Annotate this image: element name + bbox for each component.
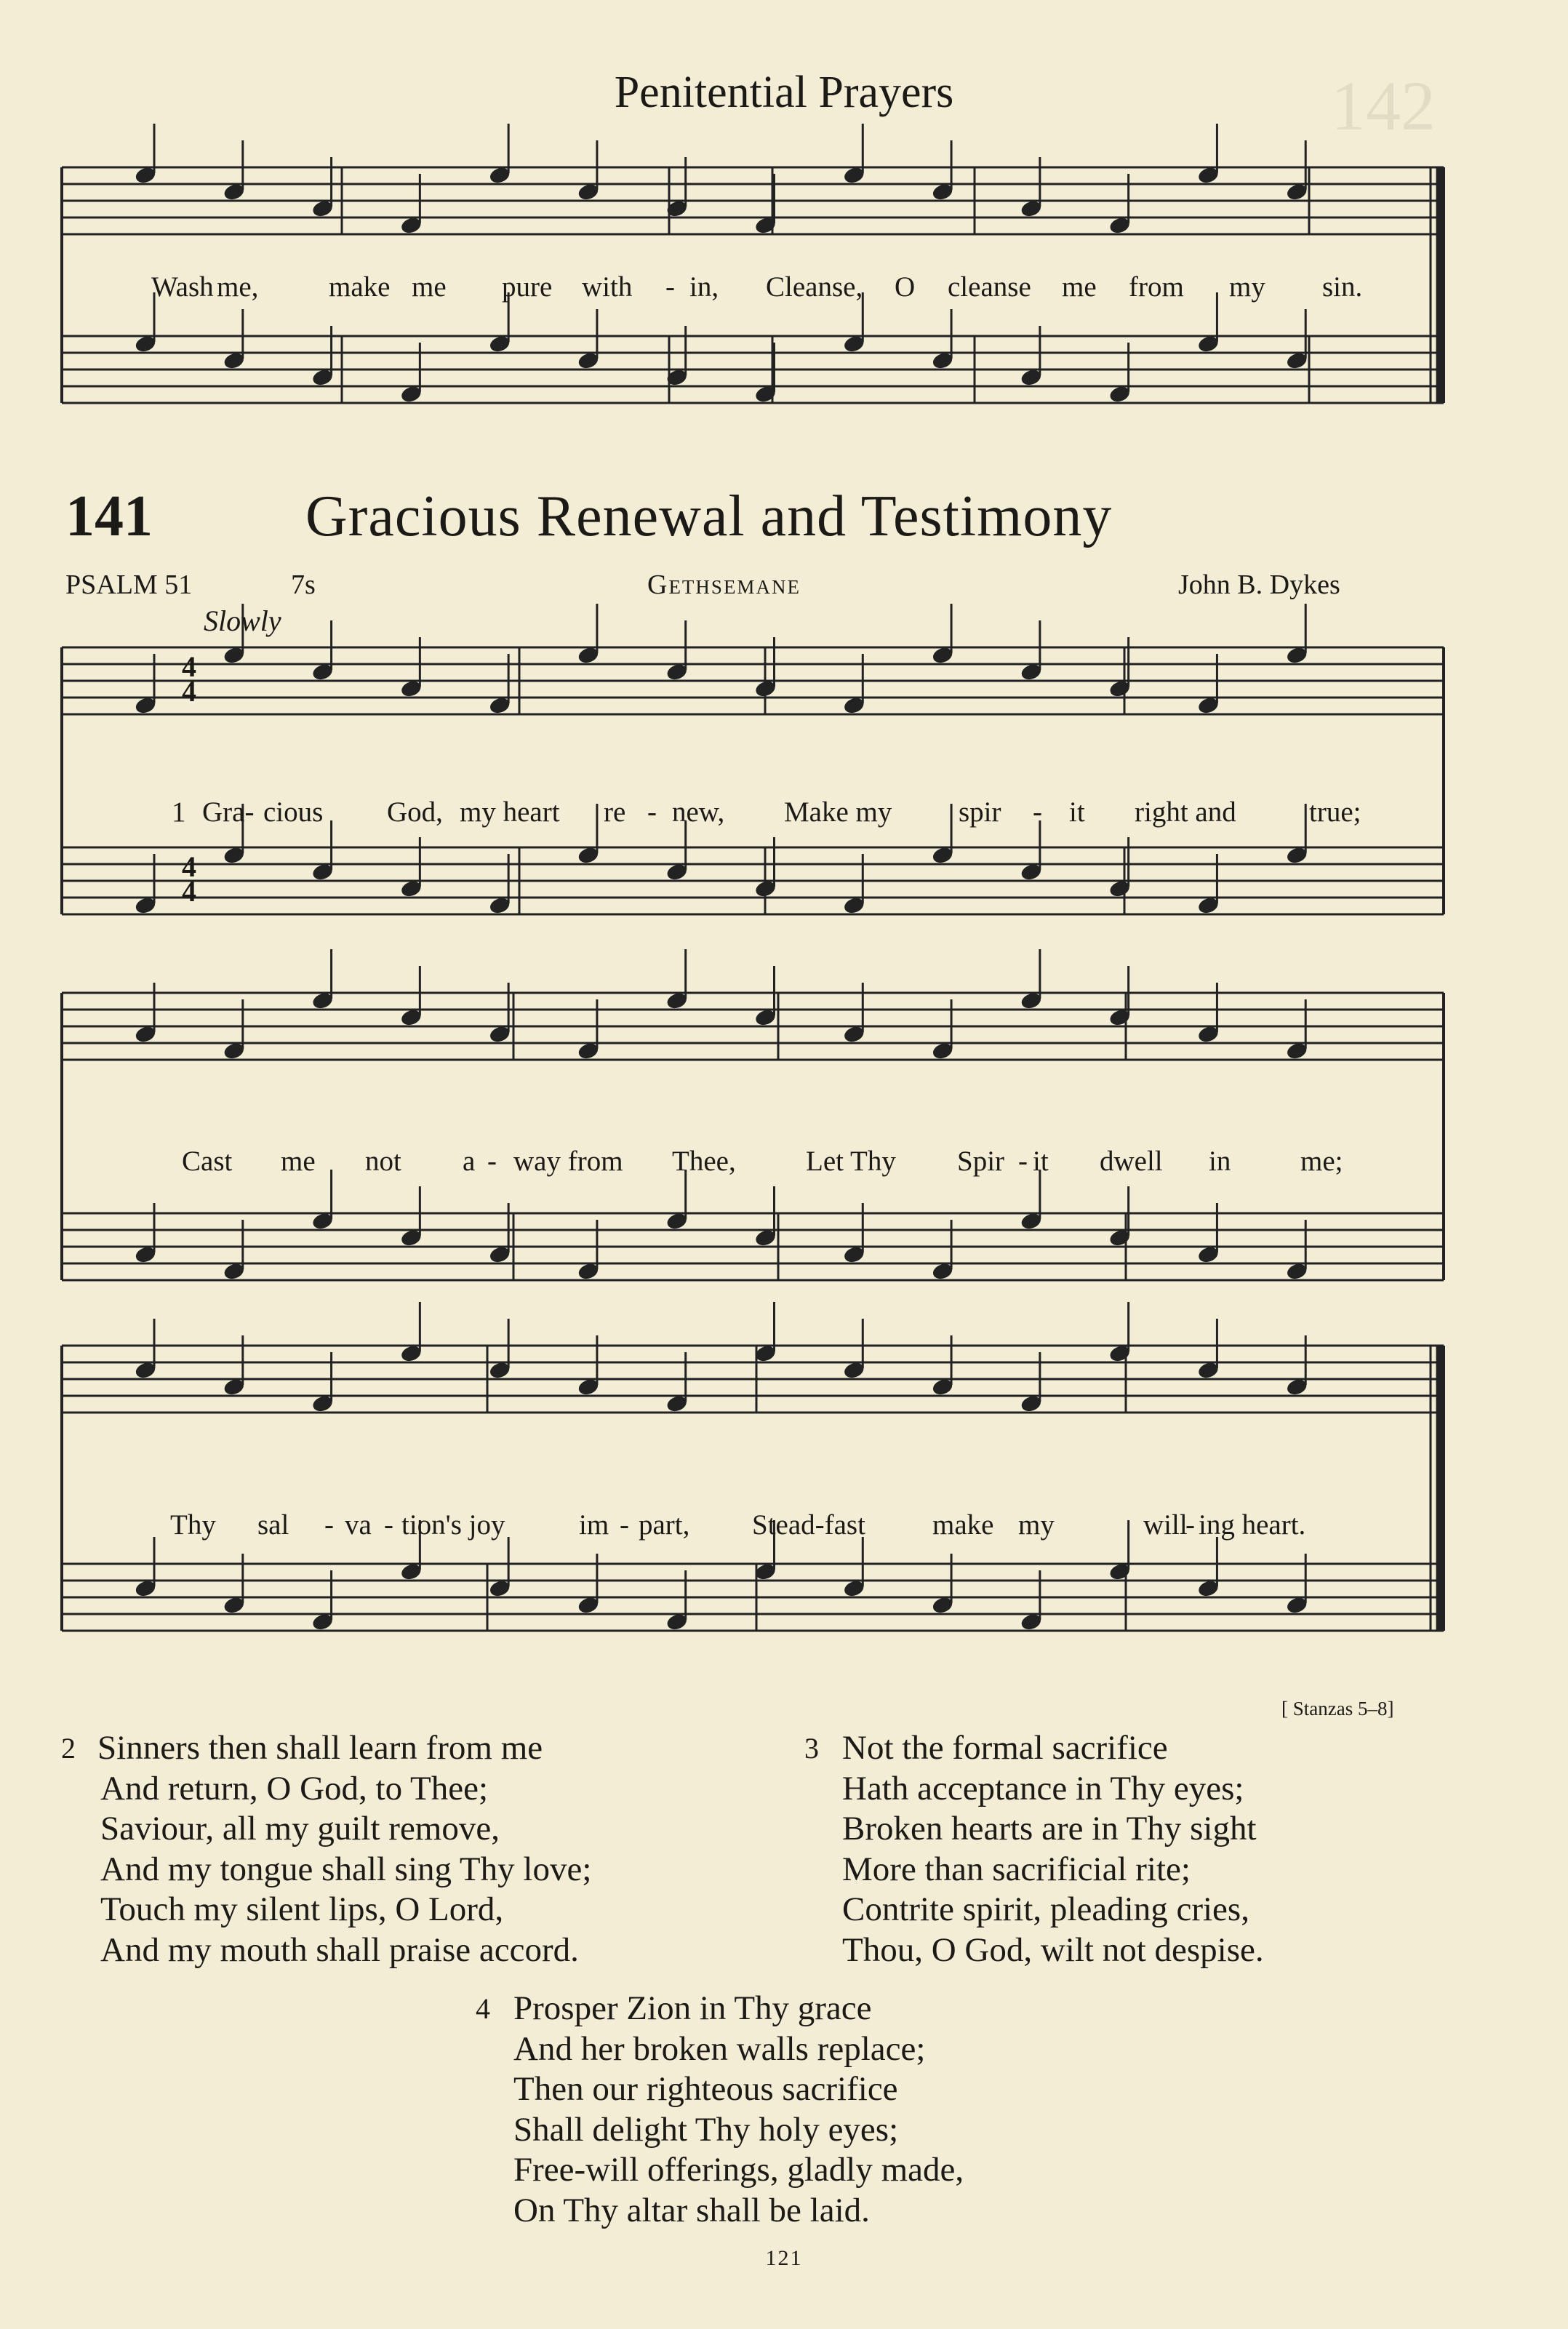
lyric-syllable: in, <box>689 271 719 303</box>
stanza-line: Touch my silent lips, O Lord, <box>100 1890 504 1928</box>
system-3-lyrics <box>0 1509 1568 1545</box>
stanza-line: On Thy altar shall be laid. <box>513 2191 870 2229</box>
stanza-number: 4 <box>476 1992 490 2025</box>
lyric-syllable: my <box>1018 1509 1055 1541</box>
hymn-meter: 7s <box>291 570 316 600</box>
stanza-line: Not the formal sacrifice <box>842 1729 1168 1767</box>
lyric-syllable: part, <box>639 1509 690 1541</box>
lyric-syllable: way from <box>513 1146 623 1177</box>
page-number: 121 <box>765 2246 803 2270</box>
stanza-line: Saviour, all my guilt remove, <box>100 1810 500 1847</box>
system-1-lyrics <box>0 796 1568 832</box>
lyric-syllable: me <box>1062 271 1097 303</box>
lyric-syllable: new, <box>672 796 725 828</box>
lyric-syllable: cious <box>263 796 324 828</box>
stanza-line: Hath acceptance in Thy eyes; <box>842 1769 1244 1807</box>
stanza-note: [ Stanzas 5–8] <box>1281 1698 1394 1719</box>
lyric-syllable: it <box>1069 796 1085 828</box>
lyric-syllable: me <box>412 271 447 303</box>
lyric-syllable: cleanse <box>948 271 1031 303</box>
system-2-lyrics <box>0 1145 1568 1181</box>
lyric-syllable: Let Thy <box>806 1146 896 1177</box>
treble-time-signature: 4 4 <box>182 650 196 708</box>
lyric-syllable: will <box>1143 1509 1188 1541</box>
lyric-syllable: sin. <box>1322 271 1363 303</box>
stanza-line: Prosper Zion in Thy grace <box>513 1989 872 2027</box>
lyric-syllable: make <box>329 271 391 303</box>
stanza-4 <box>476 1989 964 2231</box>
lyric-syllable: re <box>604 796 626 828</box>
lyric-syllable: Thy <box>170 1509 216 1541</box>
stanza-line: Thou, O God, wilt not despise. <box>842 1930 1264 1969</box>
lyric-syllable: me; <box>1300 1146 1343 1177</box>
lyric-syllable: Thee, <box>672 1146 736 1177</box>
stanza-line: Contrite spirit, pleading cries, <box>842 1890 1249 1928</box>
stanza-line: And my mouth shall praise accord. <box>100 1930 579 1969</box>
tempo-marking: Slowly <box>204 604 281 637</box>
stanza-line: And her broken walls replace; <box>513 2029 926 2068</box>
lyric-syllable: Gra- <box>202 796 255 828</box>
lyric-syllable: va <box>345 1509 372 1541</box>
lyric-syllable: a <box>463 1146 476 1177</box>
lyric-syllable: Cast <box>182 1146 233 1177</box>
stanza-line: Sinners then shall learn from me <box>97 1729 543 1767</box>
lyric-syllable: my heart <box>460 796 560 828</box>
lyric-syllable: ing heart. <box>1199 1509 1306 1541</box>
lyric-syllable: right and <box>1135 796 1236 828</box>
lyric-syllable: me, <box>217 271 259 303</box>
ghost-page-number: 142 <box>1331 67 1436 145</box>
lyric-syllable: - <box>1033 796 1042 828</box>
lyric-syllable: spir <box>959 796 1001 828</box>
lyric-syllable: Make my <box>784 796 892 828</box>
lyric-syllable: - <box>665 271 675 303</box>
lyric-syllable: tion's joy <box>401 1509 505 1541</box>
stanza-3 <box>804 1728 1264 1970</box>
lyric-syllable: - <box>620 1509 629 1541</box>
lyric-syllable: Wash <box>151 271 214 303</box>
lyric-syllable: O <box>895 271 916 303</box>
lyric-syllable: - <box>384 1509 393 1541</box>
lyric-syllable: - <box>1185 1509 1195 1541</box>
stanza-line: And return, O God, to Thee; <box>100 1769 488 1807</box>
stanza-2 <box>61 1728 592 1970</box>
tune-name: Gethsemane <box>647 570 801 600</box>
lyric-syllable: dwell <box>1100 1146 1163 1177</box>
bass-time-signature: 4 4 <box>182 850 196 908</box>
lyric-syllable: - <box>1018 1146 1028 1177</box>
lyric-syllable: with <box>582 271 633 303</box>
hymn-source: PSALM 51 <box>65 570 193 600</box>
stanza-line: Then our righteous sacrifice <box>513 2070 898 2108</box>
lyric-syllable: God, <box>387 796 443 828</box>
stanza-number: 3 <box>804 1732 819 1765</box>
stanza-line: Shall delight Thy holy eyes; <box>513 2110 899 2149</box>
lyric-syllable: - <box>647 796 657 828</box>
stanza-line: And my tongue shall sing Thy love; <box>100 1850 592 1888</box>
lyric-syllable: Cleanse, <box>766 271 863 303</box>
running-head: Penitential Prayers <box>614 68 954 117</box>
stanza-line: Broken hearts are in Thy sight <box>842 1810 1257 1847</box>
lyric-syllable: im <box>579 1509 609 1541</box>
stanza-number: 2 <box>61 1732 76 1765</box>
lyric-syllable: in <box>1209 1146 1231 1177</box>
stanza-number: 1 <box>172 796 186 828</box>
lyric-syllable: from <box>1129 271 1184 303</box>
lyric-syllable: - <box>487 1146 497 1177</box>
lyric-syllable: sal <box>257 1509 289 1541</box>
lyric-syllable: not <box>365 1146 401 1177</box>
lyric-syllable: true; <box>1309 796 1361 828</box>
composer: John B. Dykes <box>1178 570 1340 600</box>
lyric-syllable: pure <box>502 271 553 303</box>
stanza-line: Free-will offerings, gladly made, <box>513 2151 964 2189</box>
hymn-number: 141 <box>65 484 153 548</box>
lyric-syllable: Spir <box>957 1146 1005 1177</box>
lyric-syllable: it <box>1033 1146 1049 1177</box>
stanza-line: More than sacrificial rite; <box>842 1850 1191 1888</box>
lyric-syllable: my <box>1229 271 1265 303</box>
hymn-title: Gracious Renewal and Testimony <box>305 484 1113 548</box>
lyric-syllable: me <box>281 1146 316 1177</box>
lyric-syllable: - <box>324 1509 334 1541</box>
top-system-lyrics <box>0 271 1568 307</box>
lyric-syllable: make <box>932 1509 994 1541</box>
lyric-syllable: Stead-fast <box>752 1509 865 1541</box>
